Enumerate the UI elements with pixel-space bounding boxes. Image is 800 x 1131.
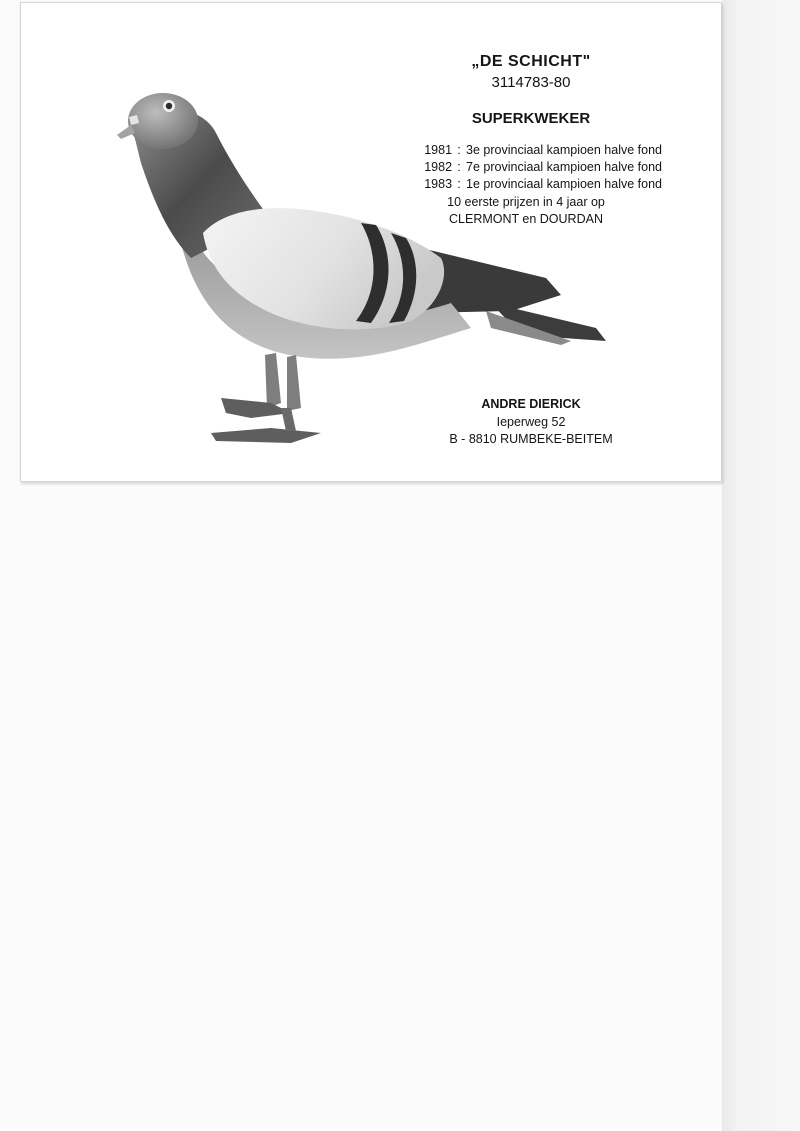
pigeon-name: „DE SCHICHT" [471,53,591,70]
result-text: 3e provinciaal kampioen halve fond [466,143,662,157]
pigeon-card [20,2,722,482]
result-year: 1981 [424,143,453,157]
scan-edge-shadow [722,0,800,1131]
owner-street: Ieperweg 52 [496,415,566,429]
result-year: 1982 [424,160,453,174]
result-separator: : [457,177,461,191]
results-list [357,142,662,193]
headline: SUPERKWEKER [471,110,591,127]
result-year: 1983 [424,177,453,191]
owner-name: ANDRE DIERICK [481,397,581,411]
result-text: 1e provinciaal kampioen halve fond [466,177,662,191]
prizes-line: 10 eerste prijzen in 4 jaar op [447,195,605,209]
result-separator: : [457,160,461,174]
result-row [357,159,662,176]
owner-city: B - 8810 RUMBEKE-BEITEM [449,432,613,446]
places-line: CLERMONT en DOURDAN [449,212,603,226]
result-separator: : [457,143,461,157]
result-text: 7e provinciaal kampioen halve fond [466,160,662,174]
result-row [357,176,662,193]
result-row [357,142,662,159]
ring-number: 3114783-80 [491,74,571,91]
